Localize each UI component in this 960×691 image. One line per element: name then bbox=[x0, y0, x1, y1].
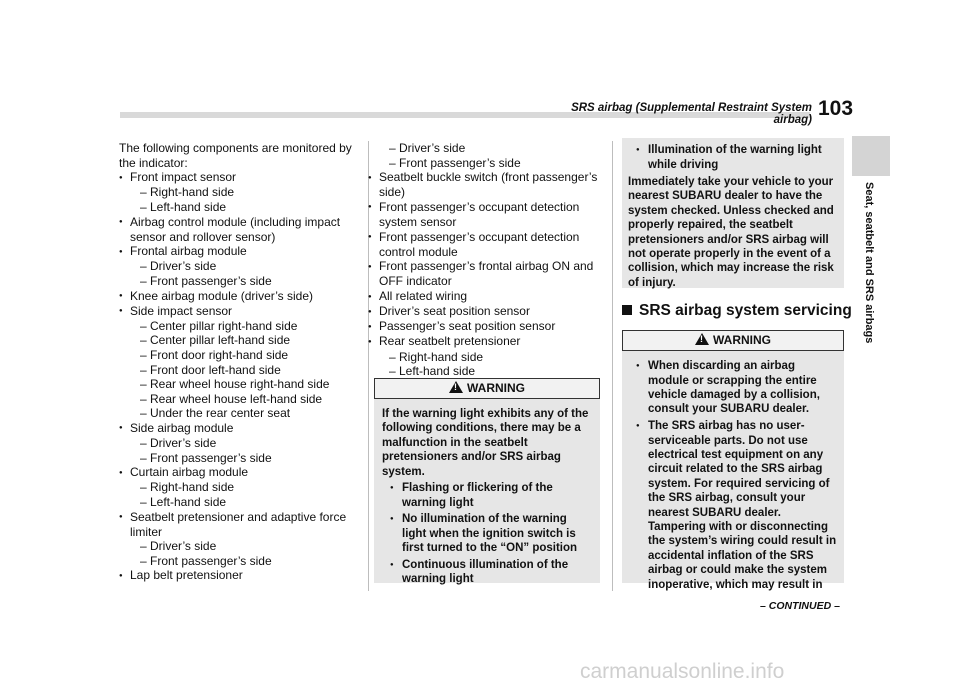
warning-icon bbox=[449, 381, 463, 393]
sub-item: – Right-hand side bbox=[368, 350, 602, 365]
sub-item: – Left-hand side bbox=[119, 495, 359, 510]
bullet-item: ● Rear seatbelt pretensioner bbox=[368, 334, 602, 349]
bullet-item: ● Side airbag module bbox=[119, 421, 359, 436]
bullet-item: ● Driver’s seat position sensor bbox=[368, 304, 602, 319]
bullet-item: ● All related wiring bbox=[368, 289, 602, 304]
component-list-cont bbox=[368, 141, 602, 379]
warning-bullets bbox=[628, 359, 838, 592]
section-title: SRS airbag (Supplemental Restraint System airbag) bbox=[571, 102, 812, 126]
warning-icon bbox=[695, 333, 709, 345]
column-2 bbox=[368, 141, 602, 379]
sub-item: – Left-hand side bbox=[368, 364, 602, 379]
bullet-item: ● Seatbelt buckle switch (front passenger’s side) bbox=[368, 170, 602, 200]
chapter-tab bbox=[852, 136, 890, 176]
bullet-item: ● Front passenger’s frontal airbag ON and OFF indicator bbox=[368, 259, 602, 289]
sub-item: – Driver’s side bbox=[119, 539, 359, 554]
bullet-item: ● Front passenger’s occupant detection control module bbox=[368, 230, 602, 260]
sub-item: – Center pillar left-hand side bbox=[119, 333, 359, 348]
sub-item: – Driver’s side bbox=[368, 141, 602, 156]
sub-item: – Front passenger’s side bbox=[119, 451, 359, 466]
warning-text: If the warning light exhibits any of the following conditions, there may be a malfunction in the seatbelt pretensioners and/or SRS airbag system. bbox=[382, 408, 589, 478]
warning-box-2 bbox=[622, 330, 844, 591]
sub-item: – Front passenger’s side bbox=[119, 274, 359, 289]
continued-label: – CONTINUED – bbox=[760, 600, 840, 612]
sub-item: – Driver’s side bbox=[119, 259, 359, 274]
bullet-item: ● Front passenger’s occupant detection system sensor bbox=[368, 200, 602, 230]
sub-item: – Front door left-hand side bbox=[119, 363, 359, 378]
sub-item: – Rear wheel house right-hand side bbox=[119, 377, 359, 392]
warning-bullet: ● The SRS airbag has no user-serviceable parts. Do not use electrical test equipment on any circuit related to the SRS airbag system. For required servicing of the SRS airbag, consult your nearest SUBARU dealer. Tampering with or disconnecting the system’s wiring could result in accidental inflation of the SRS airbag or could make the system inoperative, which may result in bbox=[628, 419, 838, 592]
watermark: carmanualsonline.info bbox=[580, 660, 785, 683]
bullet-item: ● Frontal airbag module bbox=[119, 244, 359, 259]
sub-item: – Right-hand side bbox=[119, 185, 359, 200]
sub-item: – Left-hand side bbox=[119, 200, 359, 215]
sub-item: – Front door right-hand side bbox=[119, 348, 359, 363]
bullet-item: ● Seatbelt pretensioner and adaptive force limiter bbox=[119, 510, 359, 540]
component-list bbox=[119, 170, 359, 583]
bullet-item: ● Passenger’s seat position sensor bbox=[368, 319, 602, 334]
section-square-icon bbox=[622, 305, 632, 315]
warning-bullets-cont bbox=[628, 143, 838, 172]
section-heading: SRS airbag system servicing bbox=[622, 302, 852, 320]
column-divider bbox=[612, 141, 613, 591]
bullet-item: ● Lap belt pretensioner bbox=[119, 568, 359, 583]
sub-item: – Front passenger’s side bbox=[368, 156, 602, 171]
sub-item: – Driver’s side bbox=[119, 436, 359, 451]
sub-item: – Rear wheel house left-hand side bbox=[119, 392, 359, 407]
warning-text-cont: Immediately take your vehicle to your nearest SUBARU dealer to have the system checked. Unless checked and properly repaired, the seatbelt pretensioners and/or SRS airbag will not operate properly in the event of a collision, which may increase the risk of injury. bbox=[628, 176, 834, 289]
warning-bullet: ● No illumination of the warning light when the ignition switch is first turned to the “ON” position bbox=[382, 512, 592, 555]
sub-item: – Front passenger’s side bbox=[119, 554, 359, 569]
bullet-item: ● Front impact sensor bbox=[119, 170, 359, 185]
warning-bullet: ● Flashing or flickering of the warning light bbox=[382, 481, 592, 510]
warning-bullets bbox=[382, 481, 592, 587]
column-1 bbox=[119, 141, 359, 584]
warning-box-1 bbox=[374, 378, 600, 586]
bullet-item: ● Airbag control module (including impact sensor and rollover sensor) bbox=[119, 215, 359, 245]
warning-box-1-cont bbox=[622, 138, 844, 288]
warning-bullet: ● Illumination of the warning light while driving bbox=[628, 143, 838, 172]
intro-paragraph: The following components are monitored by the indicator: bbox=[119, 141, 352, 170]
warning-bullet: ● When discarding an airbag module or scrapping the entire vehicle damaged by a collision, consult your SUBARU dealer. bbox=[628, 359, 838, 417]
sub-item: – Center pillar right-hand side bbox=[119, 319, 359, 334]
sub-item: – Under the rear center seat bbox=[119, 406, 359, 421]
warning-header: !WARNING bbox=[622, 330, 844, 351]
sub-item: – Right-hand side bbox=[119, 480, 359, 495]
page-number: 103 bbox=[818, 97, 854, 120]
warning-header: !WARNING bbox=[374, 378, 600, 399]
bullet-item: ● Curtain airbag module bbox=[119, 465, 359, 480]
warning-bullet: ● Continuous illumination of the warning light bbox=[382, 558, 592, 587]
chapter-label: Seat, seatbelt and SRS airbags bbox=[863, 182, 875, 344]
bullet-item: ● Side impact sensor bbox=[119, 304, 359, 319]
bullet-item: ● Knee airbag module (driver’s side) bbox=[119, 289, 359, 304]
